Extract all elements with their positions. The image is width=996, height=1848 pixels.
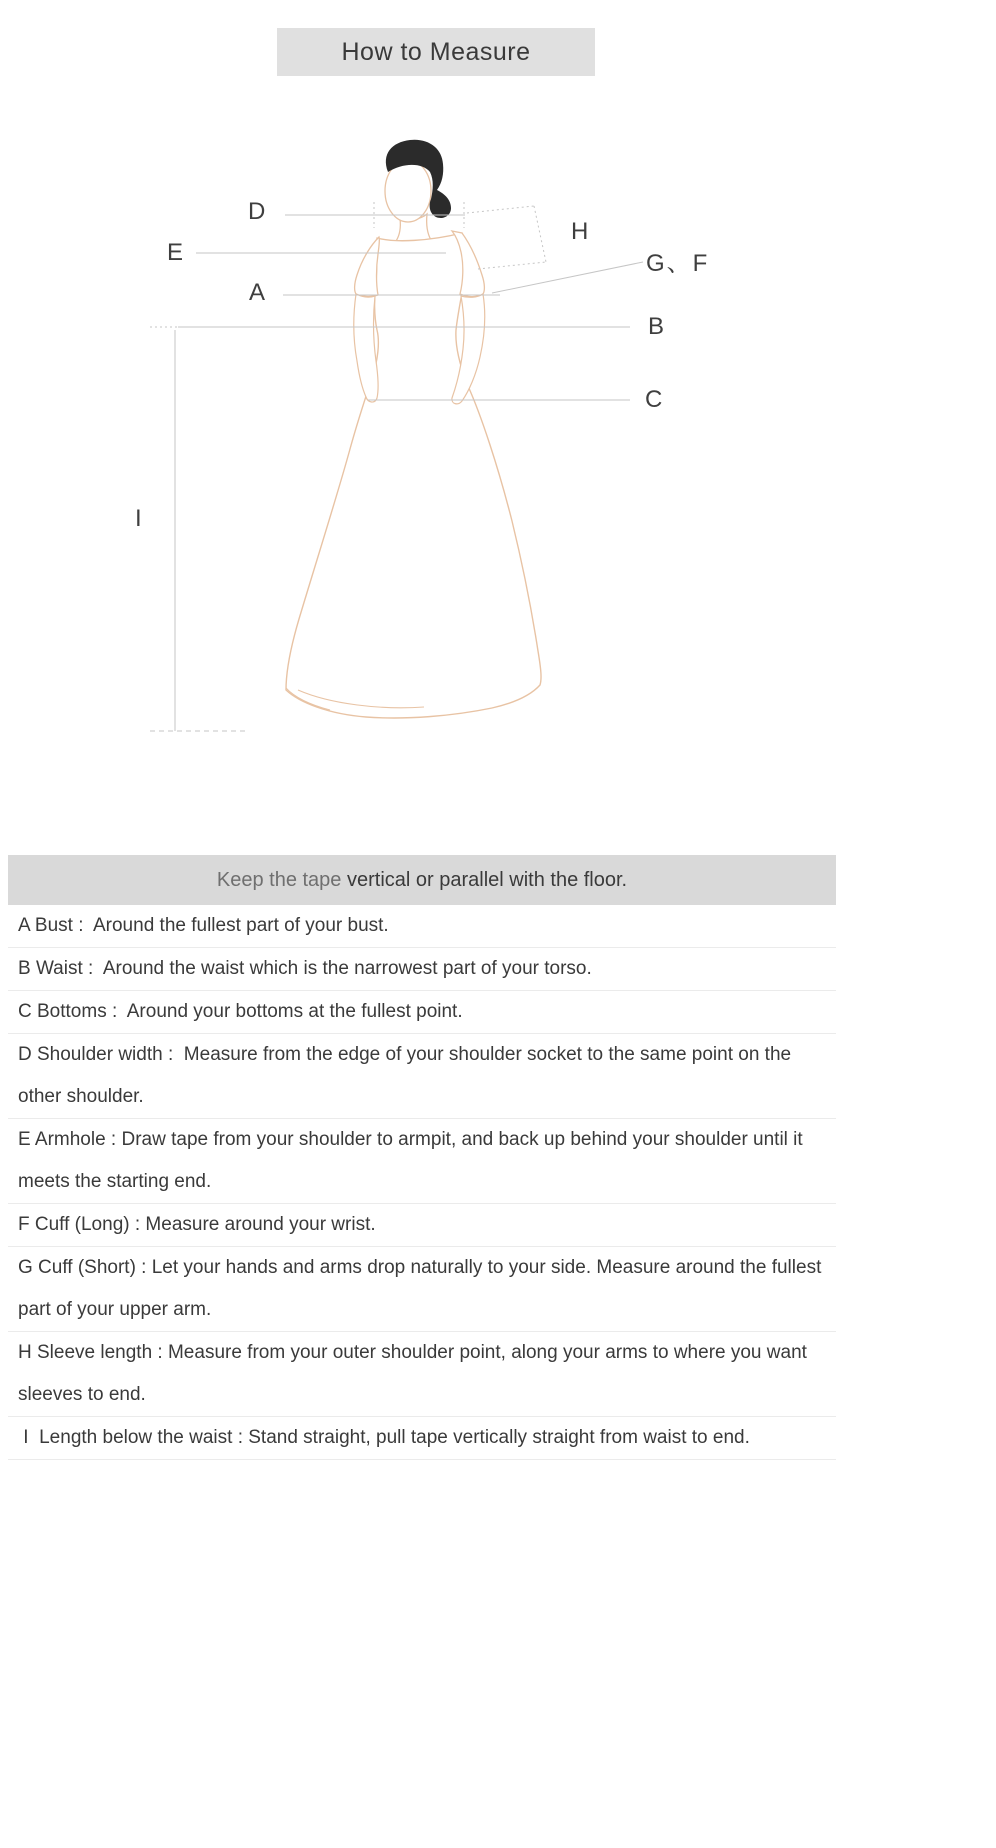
diagram-label-GF: G、F: [646, 250, 710, 277]
diagram-label-C: C: [645, 386, 663, 413]
row-text: D Shoulder width : Measure from the edge of your shoulder socket to the same point on the other shoulder.: [18, 1044, 797, 1107]
face: [385, 160, 431, 222]
table-row-cuff-short: [8, 1247, 836, 1332]
diagram-label-H: H: [571, 218, 589, 245]
page-title: [277, 28, 595, 76]
table-row-bottoms: [8, 991, 836, 1034]
line-gf-pointer: [492, 262, 643, 293]
table-header: [8, 855, 836, 905]
table-header-prefix: Keep the tape: [216, 868, 347, 891]
row-text: B Waist : Around the waist which is the narrowest part of your torso.: [18, 958, 592, 979]
sleeve-left: [355, 237, 380, 296]
table-row-sleeve-length: [8, 1332, 836, 1417]
diagram-label-I: I: [135, 505, 142, 532]
sleeve-right: [452, 231, 484, 297]
woman-figure: [286, 140, 541, 718]
table-row-shoulder-width: [8, 1034, 836, 1119]
hair: [386, 140, 451, 218]
table-row-length-below-waist: [8, 1417, 836, 1460]
measurement-table: [8, 855, 836, 1460]
measurement-lines: [150, 202, 643, 731]
row-text: A Bust : Around the fullest part of your bust.: [18, 915, 389, 936]
arm-left: [354, 294, 378, 402]
row-text: I Length below the waist : Stand straight, pull tape vertically straight from waist to end.: [18, 1427, 750, 1448]
diagram-label-E: E: [167, 239, 184, 266]
row-text: G Cuff (Short) : Let your hands and arms drop naturally to your side. Measure around the fullest part of your upper arm.: [18, 1257, 827, 1320]
diagram-label-A: A: [249, 279, 266, 306]
table-row-cuff-long: [8, 1204, 836, 1247]
line-h-bottom: [478, 262, 546, 269]
page-title-text: How to Measure: [341, 37, 531, 66]
hem-fold-2: [286, 688, 330, 710]
dress-body: [286, 233, 541, 718]
line-h-top: [467, 206, 534, 213]
table-row-armhole: [8, 1119, 836, 1204]
table-row-bust: [8, 905, 836, 948]
line-h-right: [534, 206, 546, 262]
diagram-label-B: B: [648, 313, 665, 340]
table-row-waist: [8, 948, 836, 991]
neck: [396, 214, 431, 245]
row-text: E Armhole : Draw tape from your shoulder to armpit, and back up behind your shoulder until it meets the starting end.: [18, 1129, 808, 1192]
hem-fold-1: [298, 690, 424, 708]
row-text: F Cuff (Long) : Measure around your wrist.: [18, 1214, 376, 1235]
row-text: C Bottoms : Around your bottoms at the fullest point.: [18, 1001, 463, 1022]
diagram-label-D: D: [248, 198, 266, 225]
row-text: H Sleeve length : Measure from your outer shoulder point, along your arms to where you want sleeves to end.: [18, 1342, 813, 1405]
table-header-rest: vertical or parallel with the floor.: [346, 868, 628, 891]
arm-right: [452, 294, 485, 404]
